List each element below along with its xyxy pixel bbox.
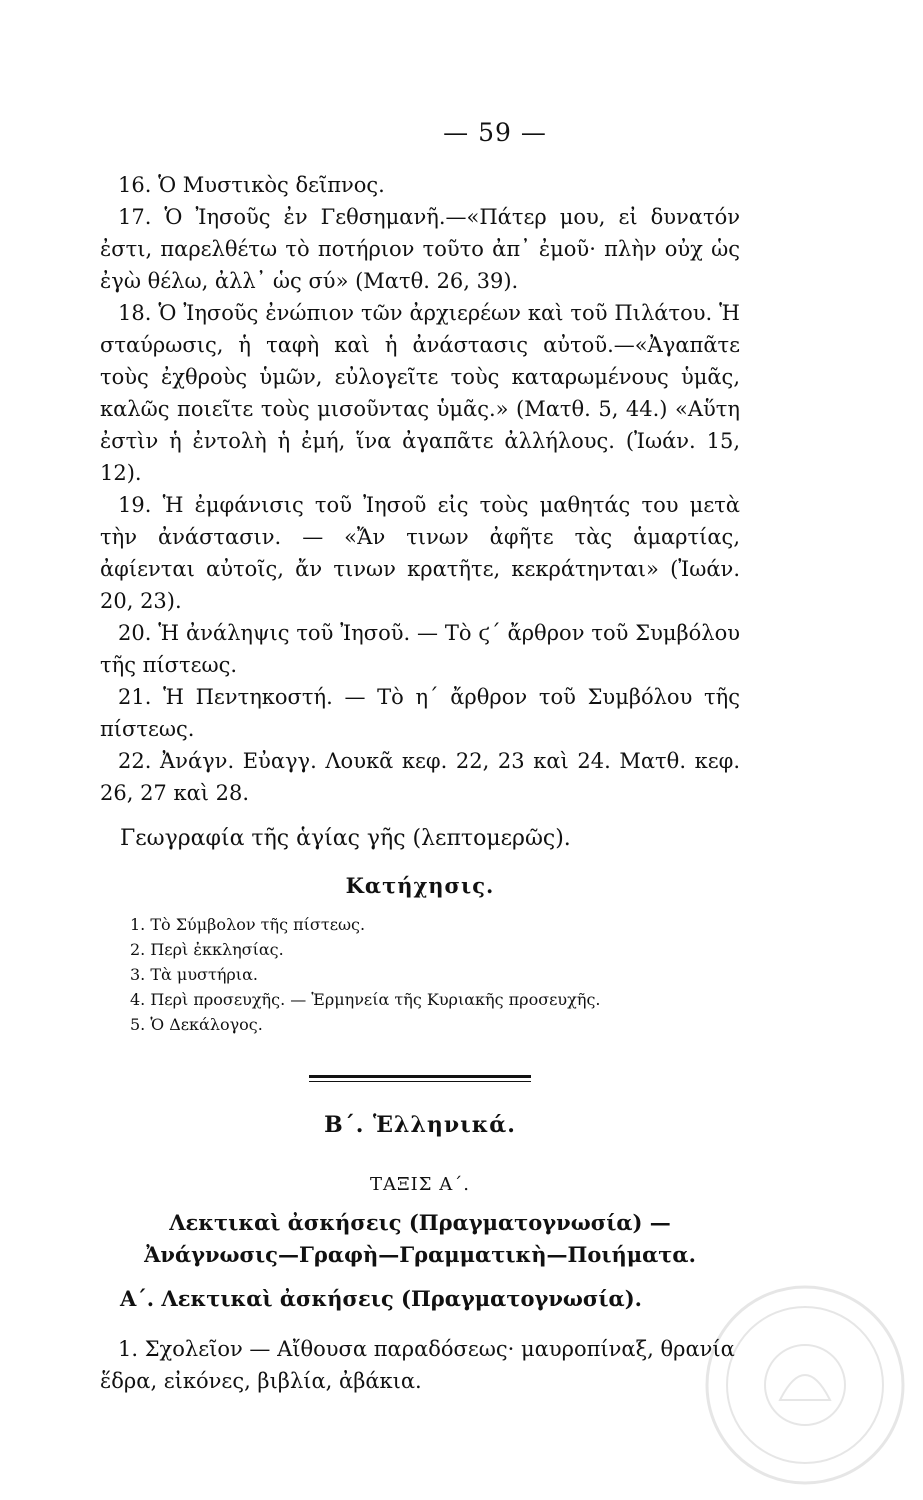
- list-item: 3. Τὰ μυστήρια.: [130, 965, 258, 984]
- katichisis-heading: Κατήχησις.: [345, 873, 495, 898]
- list-item: 2. Περὶ ἐκκλησίας.: [130, 940, 284, 959]
- section-b-heading: Β΄. Ἑλληνικά.: [324, 1112, 516, 1138]
- lesson-1: 1. Σχολεῖον — Αἴθουσα παραδόσεως· μαυροπίναξ, θρανία ἕδρα, εἰκόνες, βιβλία, ἀβάκια.: [100, 1337, 735, 1393]
- item-16: 16. Ὁ Μυστικὸς δεῖπνος.: [118, 173, 385, 197]
- page: [100, 118, 740, 1397]
- item-19: 19. Ἡ ἐμφάνισις τοῦ Ἰησοῦ εἰς τοὺς μαθητάς του μετὰ τὴν ἀνάστασιν. — «Ἄν τινων ἀφῆτε τὰς ἁμαρτίας, ἀφίενται αὐτοῖς, ἄν τινων κρατῆτε, κεκράτηνται» (Ἰωάν. 20, 23).: [100, 493, 740, 613]
- item-22: 22. Ἀνάγν. Εὐαγγ. Λουκᾶ κεφ. 22, 23 καὶ 24. Ματθ. κεφ. 26, 27 καὶ 28.: [100, 749, 740, 805]
- list-item: 1. Τὸ Σύμβολον τῆς πίστεως.: [130, 915, 366, 934]
- section-divider: [309, 1075, 531, 1078]
- geography-line: Γεωγραφία τῆς ἁγίας γῆς (λεπτομερῶς).: [120, 826, 571, 851]
- main-heading: Λεκτικαὶ ἀσκήσεις (Πραγματογνωσία) — Ἀνάγνωσις—Γραφὴ—Γραμματικὴ—Ποιήματα.: [144, 1210, 696, 1267]
- section-divider-thin: [309, 1081, 531, 1082]
- list-item: 5. Ὁ Δεκάλογος.: [130, 1015, 263, 1034]
- item-20: 20. Ἡ ἀνάληψις τοῦ Ἰησοῦ. — Τὸ ϛ΄ ἄρθρον τοῦ Συμβόλου τῆς πίστεως.: [100, 621, 740, 677]
- item-17: 17. Ὁ Ἰησοῦς ἐν Γεθσημανῆ.—«Πάτερ μου, εἰ δυνατόν ἐστι, παρελθέτω τὸ ποτήριον τοῦτο ἀπ᾽ ἐμοῦ· πλὴν οὐχ ὡς ἐγὼ θέλω, ἀλλ᾽ ὡς σύ» (Ματθ. 26, 39).: [100, 205, 740, 293]
- class-heading: ΤΑΞΙΣ Α΄.: [370, 1174, 470, 1195]
- sub-heading: Α΄. Λεκτικαὶ ἀσκήσεις (Πραγματογνωσία).: [120, 1286, 642, 1311]
- item-21: 21. Ἡ Πεντηκοστή. — Τὸ η΄ ἄρθρον τοῦ Συμβόλου τῆς πίστεως.: [100, 685, 740, 741]
- list-item: 4. Περὶ προσευχῆς. — Ἑρμηνεία τῆς Κυριακῆς προσευχῆς.: [130, 990, 601, 1009]
- katichisis-list: [130, 912, 740, 1037]
- item-18: 18. Ὁ Ἰησοῦς ἐνώπιον τῶν ἀρχιερέων καὶ τοῦ Πιλάτου. Ἡ σταύρωσις, ἡ ταφὴ καὶ ἡ ἀνάστασις αὐτοῦ.—«Ἀγαπᾶτε τοὺς ἐχθροὺς ὑμῶν, εὐλογεῖτε τοὺς καταρωμένους ὑμᾶς, καλῶς ποιεῖτε τοὺς μισοῦντας ὑμᾶς.» (Ματθ. 5, 44.) «Αὕτη ἐστὶν ἡ ἐντολὴ ἡ ἐμή, ἵνα ἀγαπᾶτε ἀλλήλους. (Ἰωάν. 15, 12).: [100, 301, 740, 485]
- page-number: — 59 —: [443, 118, 547, 147]
- library-stamp-icon: [700, 1280, 910, 1490]
